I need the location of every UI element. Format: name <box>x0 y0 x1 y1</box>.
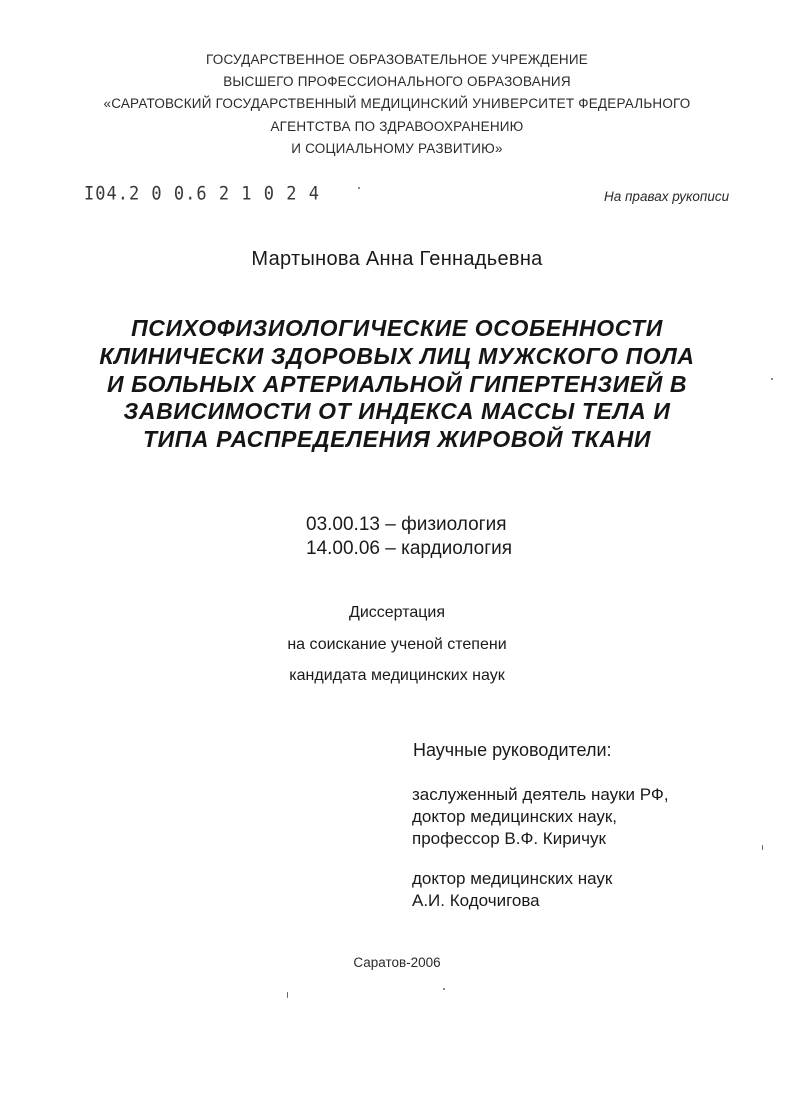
scan-speck <box>443 988 445 990</box>
supervisor-2-degree: доктор медицинских наук <box>412 869 613 888</box>
scan-speck <box>762 845 763 850</box>
city-year: Саратов-2006 <box>353 955 441 970</box>
title-line-3: И БОЛЬНЫХ АРТЕРИАЛЬНОЙ ГИПЕРТЕНЗИЕЙ В <box>106 371 688 397</box>
degree-name: кандидата медицинских наук <box>289 667 505 684</box>
degree-line: на соискание ученой степени <box>287 636 507 653</box>
institution-line-1: ГОСУДАРСТВЕННОЕ ОБРАЗОВАТЕЛЬНОЕ УЧРЕЖДЕНИЕ <box>206 52 588 67</box>
registration-stamp: I04.2 0 0.6 2 1 0 2 4 <box>84 183 320 205</box>
scan-speck <box>771 378 773 380</box>
scan-speck <box>358 187 360 189</box>
supervisor-1-title: заслуженный деятель науки РФ, <box>412 785 669 804</box>
supervisor-2-name: А.И. Кодочигова <box>412 891 540 910</box>
institution-line-2: ВЫСШЕГО ПРОФЕССИОНАЛЬНОГО ОБРАЗОВАНИЯ <box>223 74 571 89</box>
title-line-5: ТИПА РАСПРЕДЕЛЕНИЯ ЖИРОВОЙ ТКАНИ <box>142 426 652 452</box>
institution-line-3: «САРАТОВСКИЙ ГОСУДАРСТВЕННЫЙ МЕДИЦИНСКИЙ УНИВЕРСИТЕТ ФЕДЕРАЛЬНОГО <box>103 96 691 111</box>
supervisor-1-name: профессор В.Ф. Киричук <box>412 829 606 848</box>
title-line-2: КЛИНИЧЕСКИ ЗДОРОВЫХ ЛИЦ МУЖСКОГО ПОЛА <box>99 343 695 369</box>
dissertation-label: Диссертация <box>348 604 446 621</box>
specialty-physiology: 03.00.13 – физиология <box>306 514 507 535</box>
title-line-4: ЗАВИСИМОСТИ ОТ ИНДЕКСА МАССЫ ТЕЛА И <box>123 398 671 424</box>
title-line-1: ПСИХОФИЗИОЛОГИЧЕСКИЕ ОСОБЕННОСТИ <box>131 315 663 341</box>
supervisor-1-degree: доктор медицинских наук, <box>412 807 618 826</box>
author-name: Мартынова Анна Геннадьевна <box>251 248 543 270</box>
specialty-cardiology: 14.00.06 – кардиология <box>306 538 513 559</box>
supervisors-heading: Научные руководители: <box>413 740 612 760</box>
institution-line-5: И СОЦИАЛЬНОМУ РАЗВИТИЮ» <box>291 141 503 156</box>
rights-note: На правах рукописи <box>604 189 730 204</box>
institution-line-4: АГЕНТСТВА ПО ЗДРАВООХРАНЕНИЮ <box>270 119 524 134</box>
scan-speck <box>287 992 288 998</box>
